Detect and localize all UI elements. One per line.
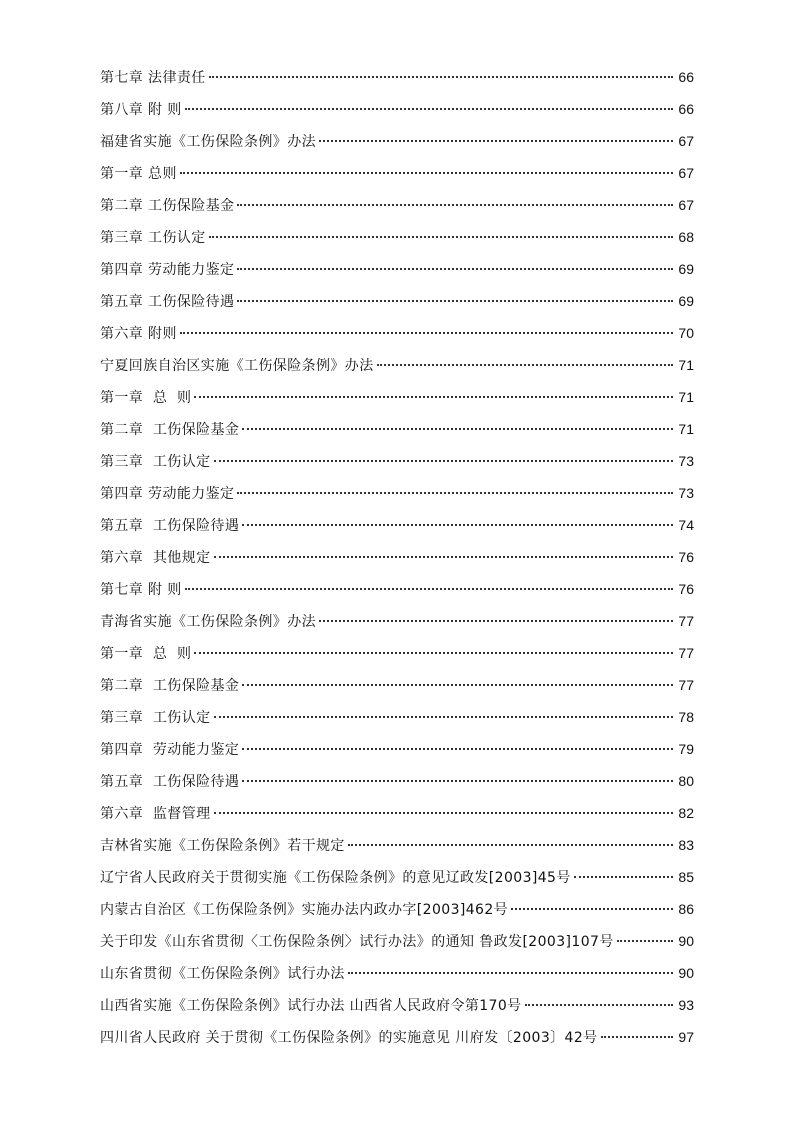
toc-entry[interactable]	[100, 1021, 694, 1053]
toc-entry[interactable]	[100, 349, 694, 381]
toc-entry-page-number: 68	[678, 229, 694, 245]
toc-entry-title: 第四章 劳动能力鉴定	[100, 742, 240, 758]
toc-entry[interactable]	[100, 445, 694, 477]
toc-entry-title: 吉林省实施《工伤保险条例》若干规定	[100, 838, 345, 854]
toc-entry-page-number: 93	[678, 997, 694, 1013]
toc-entry-title: 第一章 总 则	[100, 646, 192, 662]
toc-entry[interactable]	[100, 669, 694, 701]
dot-leader	[242, 524, 673, 526]
dot-leader	[180, 332, 673, 334]
dot-leader	[214, 556, 674, 558]
dot-leader	[194, 396, 673, 398]
toc-entry-page-number: 83	[678, 837, 694, 853]
toc-entry[interactable]	[100, 93, 694, 125]
toc-entry-title: 第一章 总则	[100, 166, 177, 182]
toc-entry[interactable]	[100, 61, 694, 93]
toc-entry[interactable]	[100, 925, 694, 957]
dot-leader	[214, 812, 674, 814]
toc-entry-title: 第四章 劳动能力鉴定	[100, 486, 235, 502]
dot-leader	[185, 588, 673, 590]
dot-leader	[214, 460, 674, 462]
toc-entry[interactable]	[100, 893, 694, 925]
toc-entry-title: 第五章 工伤保险待遇	[100, 518, 240, 534]
toc-entry-page-number: 97	[678, 1029, 694, 1045]
toc-entry-title: 第三章 工伤认定	[100, 710, 211, 726]
toc-entry[interactable]	[100, 637, 694, 669]
toc-entry[interactable]	[100, 221, 694, 253]
toc-entry-title: 第二章 工伤保险基金	[100, 198, 235, 214]
toc-entry-page-number: 82	[678, 805, 694, 821]
toc-entry-title: 第五章 工伤保险待遇	[100, 294, 235, 310]
toc-entry-page-number: 90	[678, 933, 694, 949]
toc-entry-page-number: 69	[678, 293, 694, 309]
dot-leader	[242, 428, 673, 430]
toc-entry-title: 第八章 附 则	[100, 102, 182, 118]
toc-entry[interactable]	[100, 701, 694, 733]
toc-entry[interactable]	[100, 765, 694, 797]
toc-entry[interactable]	[100, 253, 694, 285]
toc-entry-title: 青海省实施《工伤保险条例》办法	[100, 614, 316, 630]
toc-entry-page-number: 78	[678, 709, 694, 725]
toc-entry-page-number: 76	[678, 549, 694, 565]
toc-entry[interactable]	[100, 381, 694, 413]
toc-entry-title: 第二章 工伤保险基金	[100, 422, 240, 438]
toc-entry-page-number: 67	[678, 133, 694, 149]
dot-leader	[617, 940, 673, 942]
dot-leader	[237, 204, 673, 206]
dot-leader	[214, 716, 674, 718]
dot-leader	[237, 268, 673, 270]
toc-entry[interactable]	[100, 829, 694, 861]
dot-leader	[242, 748, 673, 750]
toc-entry-page-number: 86	[678, 901, 694, 917]
toc-entry[interactable]	[100, 733, 694, 765]
toc-entry[interactable]	[100, 989, 694, 1021]
dot-leader	[348, 972, 673, 974]
table-of-contents	[100, 61, 694, 1053]
toc-entry-title: 辽宁省人民政府关于贯彻实施《工伤保险条例》的意见辽政发[2003]45号	[100, 870, 571, 886]
dot-leader	[237, 300, 673, 302]
toc-entry[interactable]	[100, 509, 694, 541]
toc-entry-page-number: 85	[678, 869, 694, 885]
toc-entry-page-number: 76	[678, 581, 694, 597]
toc-entry[interactable]	[100, 189, 694, 221]
toc-entry-page-number: 71	[678, 357, 694, 373]
toc-entry-title: 第六章 附则	[100, 326, 177, 342]
toc-entry-page-number: 77	[678, 677, 694, 693]
toc-entry-title: 第五章 工伤保险待遇	[100, 774, 240, 790]
dot-leader	[319, 620, 673, 622]
toc-entry[interactable]	[100, 317, 694, 349]
toc-entry-page-number: 77	[678, 645, 694, 661]
toc-entry-page-number: 67	[678, 165, 694, 181]
toc-entry[interactable]	[100, 573, 694, 605]
toc-entry[interactable]	[100, 157, 694, 189]
dot-leader	[185, 108, 673, 110]
toc-entry-page-number: 77	[678, 613, 694, 629]
toc-entry[interactable]	[100, 285, 694, 317]
toc-entry-title: 宁夏回族自治区实施《工伤保险条例》办法	[100, 358, 374, 374]
toc-entry-title: 山西省实施《工伤保险条例》试行办法 山西省人民政府令第170号	[100, 998, 522, 1014]
toc-entry[interactable]	[100, 957, 694, 989]
dot-leader	[525, 1004, 673, 1006]
toc-entry-page-number: 70	[678, 325, 694, 341]
toc-entry[interactable]	[100, 413, 694, 445]
dot-leader	[574, 876, 673, 878]
toc-entry[interactable]	[100, 125, 694, 157]
toc-entry-title: 第七章 附 则	[100, 582, 182, 598]
toc-entry-page-number: 73	[678, 485, 694, 501]
toc-entry[interactable]	[100, 861, 694, 893]
toc-entry-title: 第六章 监督管理	[100, 806, 211, 822]
toc-entry-title: 第一章 总 则	[100, 390, 192, 406]
toc-entry-title: 第七章 法律责任	[100, 70, 206, 86]
toc-entry-title: 山东省贯彻《工伤保险条例》试行办法	[100, 966, 345, 982]
toc-entry-title: 第四章 劳动能力鉴定	[100, 262, 235, 278]
dot-leader	[180, 172, 673, 174]
dot-leader	[377, 364, 673, 366]
toc-entry-page-number: 71	[678, 421, 694, 437]
dot-leader	[209, 76, 673, 78]
toc-entry-title: 第三章 工伤认定	[100, 454, 211, 470]
toc-entry-title: 关于印发《山东省贯彻〈工伤保险条例〉试行办法》的通知 鲁政发[2003]107号	[100, 934, 614, 950]
dot-leader	[319, 140, 673, 142]
toc-entry-page-number: 80	[678, 773, 694, 789]
toc-entry[interactable]	[100, 605, 694, 637]
toc-entry[interactable]	[100, 797, 694, 829]
toc-entry-title: 四川省人民政府 关于贯彻《工伤保险条例》的实施意见 川府发〔2003〕42号	[100, 1030, 598, 1046]
dot-leader	[601, 1036, 673, 1038]
toc-entry-page-number: 73	[678, 453, 694, 469]
toc-entry-page-number: 67	[678, 197, 694, 213]
toc-entry-title: 第二章 工伤保险基金	[100, 678, 240, 694]
toc-entry[interactable]	[100, 477, 694, 509]
dot-leader	[348, 844, 673, 846]
toc-entry-title: 第六章 其他规定	[100, 550, 211, 566]
toc-entry-title: 内蒙古自治区《工伤保险条例》实施办法内政办字[2003]462号	[100, 902, 509, 918]
toc-entry-page-number: 69	[678, 261, 694, 277]
dot-leader	[209, 236, 673, 238]
toc-entry-page-number: 71	[678, 389, 694, 405]
toc-entry-page-number: 74	[678, 517, 694, 533]
dot-leader	[242, 780, 673, 782]
toc-entry-page-number: 66	[678, 69, 694, 85]
dot-leader	[237, 492, 673, 494]
toc-entry[interactable]	[100, 541, 694, 573]
toc-entry-title: 第三章 工伤认定	[100, 230, 206, 246]
toc-entry-title: 福建省实施《工伤保险条例》办法	[100, 134, 316, 150]
dot-leader	[242, 684, 673, 686]
dot-leader	[194, 652, 673, 654]
toc-entry-page-number: 90	[678, 965, 694, 981]
dot-leader	[511, 908, 673, 910]
toc-entry-page-number: 66	[678, 101, 694, 117]
toc-entry-page-number: 79	[678, 741, 694, 757]
